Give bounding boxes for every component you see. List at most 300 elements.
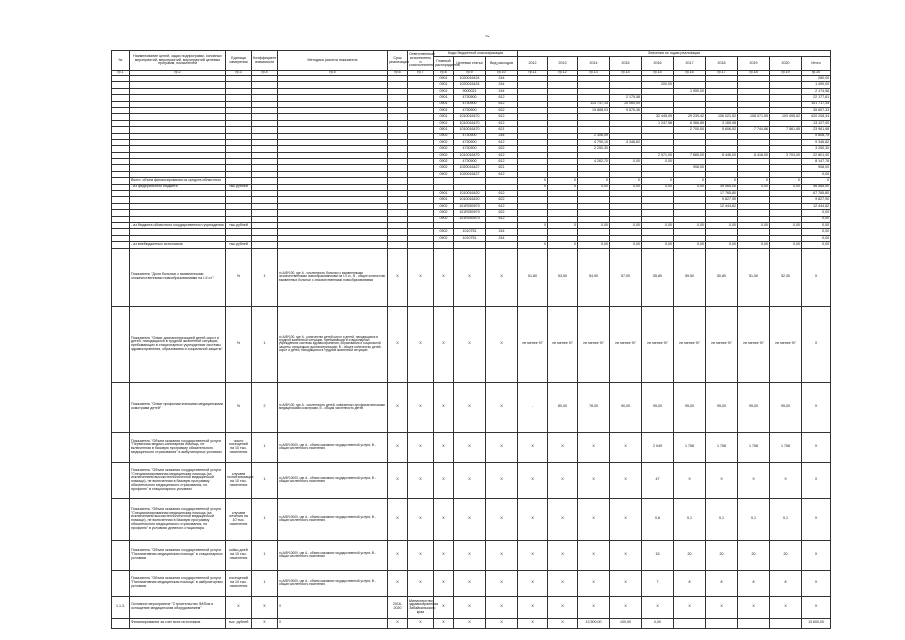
value-cell: 95,00 (770, 382, 802, 432)
kbk-cell: 1010016470 (454, 127, 486, 133)
coef-cell: 1 (252, 462, 278, 498)
value-cell: 280,00 (802, 76, 831, 82)
value-cell: X (518, 570, 548, 596)
value-cell: 0,00 (610, 222, 642, 228)
kbk-cell: 101R050970 (454, 210, 486, 216)
value-cell: X (610, 596, 642, 618)
row-number (112, 498, 130, 540)
value-cell: X (610, 498, 642, 540)
kbk-cell: X (454, 540, 486, 570)
kbk-cell: X (454, 498, 486, 540)
deadline-cell: X (388, 306, 408, 382)
value-cell: 114 737,15 (578, 101, 610, 107)
value-cell: 1 758 (674, 432, 706, 462)
kbk-cell: 0901 (434, 76, 454, 82)
value-cell: 67 765,80 (802, 191, 831, 197)
kbk-cell: X (486, 618, 518, 628)
row-number (112, 540, 130, 570)
coef-cell: 2 (252, 382, 278, 432)
kbk-cell: 622 (486, 210, 518, 216)
deadline-cell: X (388, 382, 408, 432)
kbk-cell: 9000021 (454, 88, 486, 94)
kbk-cell: X (434, 432, 454, 462)
kbk-cell: 612 (486, 139, 518, 145)
kbk-cell: 0901 (434, 107, 454, 113)
kbk-cell: 1010016470 (454, 152, 486, 158)
row-number (112, 306, 130, 382)
value-cell: X (548, 498, 578, 540)
coef-cell: X (252, 618, 278, 628)
unit-cell: % (226, 306, 252, 382)
column-number: гр.7 (408, 71, 434, 76)
value-cell: 7 561,95 (770, 127, 802, 133)
column-number: гр.20 (802, 71, 831, 76)
column-number: гр.13 (578, 71, 610, 76)
value-cell: 2 250,30 (578, 146, 610, 152)
value-cell: - (518, 382, 548, 432)
kbk-cell: X (454, 248, 486, 306)
value-cell: 0,00 (642, 159, 674, 165)
value-cell: 0 (578, 178, 610, 184)
kbk-cell: 0902 (434, 146, 454, 152)
value-cell: X (610, 570, 642, 596)
program-table (111, 50, 831, 629)
deadline-cell: X (388, 462, 408, 498)
name-header: Наименование целей, задач подпрограмм, основных мероприятий, мероприятий, мероприятий целевых программ, показателей (130, 51, 226, 71)
value-cell: 7 (642, 570, 674, 596)
indicator-name: Показатель "Объем оказания государственной услуги "Специализированная медицинская помощь (за исключением высокотехнологичной медицинской помощи), не включенная в базовую программу обязательного медицинского страхования, по профилю" в стационарных условиях (130, 462, 226, 498)
column-number: гр.17 (706, 71, 738, 76)
indicator-name: Показатель "Доля больных с выявленными злокачественными новообразованиями на I-II ст." (130, 248, 226, 306)
value-cell: 0,00 (642, 222, 674, 228)
value-cell: 0 (548, 242, 578, 248)
indicator-row (112, 462, 831, 498)
row-name: - из внебюджетных источников (130, 242, 226, 248)
indicator-row (112, 570, 831, 596)
kbk-cell: 0902 (434, 159, 454, 165)
value-cell: 9 575,36 (610, 107, 642, 113)
value-cell: 8 (770, 570, 802, 596)
row-number (112, 382, 130, 432)
kbk-cell: 622 (486, 107, 518, 113)
value-cell (738, 618, 770, 628)
value-cell: 0 (548, 178, 578, 184)
kbk-cell: 244 (486, 229, 518, 235)
value-cell: 9 827,90 (706, 197, 738, 203)
kbk-cell: 4730900 (454, 139, 486, 145)
deadline-cell: 2016-2020 (388, 596, 408, 618)
value-cell: не менее 97 (770, 306, 802, 382)
value-cell: X (802, 306, 831, 382)
method-cell: n=A/B*10000, где A - объем оказания государственной услуги; B - общая численность населения (278, 432, 388, 462)
value-cell: X (802, 382, 831, 432)
coef-cell: 1 (252, 540, 278, 570)
program-table-sheet (111, 50, 830, 629)
unit-cell: случаев госпитализации на 10 тыс. населения (226, 462, 252, 498)
kbk-cell: X (434, 570, 454, 596)
kbk-cell: X (434, 618, 454, 628)
value-cell: 100,00 (610, 618, 642, 628)
value-cell: X (518, 432, 548, 462)
value-cell: 12 444,82 (802, 203, 831, 209)
value-cell: X (642, 596, 674, 618)
unit-header: Единица измерения (226, 51, 252, 71)
kbk-cell: 1010016420 (454, 191, 486, 197)
deadline-cell: X (388, 540, 408, 570)
kbk-cell: 622 (486, 197, 518, 203)
value-cell: 8 416,00 (738, 152, 770, 158)
value-cell: X (548, 540, 578, 570)
value-cell: 0,00 (770, 242, 802, 248)
kbk-cell: 101R050970 (454, 203, 486, 209)
row-name: Всего: объем финансирования из средств областного (130, 178, 226, 184)
kbk-col-header: Главный распорядитель (434, 57, 454, 71)
year-header: 2017 (674, 57, 706, 71)
value-cell: 13 127,00 (802, 120, 831, 126)
value-cell: 0 (518, 178, 548, 184)
row-number (112, 432, 130, 462)
value-cell: X (578, 596, 610, 618)
kbk-cell: 612 (486, 216, 518, 222)
unit-cell: тыс.рублей (226, 222, 252, 228)
value-cell: 0 (548, 222, 578, 228)
kbk-cell: 0902 (434, 229, 454, 235)
coef-header: Коэффициент значимости (252, 51, 278, 71)
deadline-cell: X (388, 248, 408, 306)
indicator-row (112, 540, 831, 570)
year-header: 2019 (738, 57, 770, 71)
kbk-cell: X (486, 462, 518, 498)
value-cell: не менее 97 (738, 306, 770, 382)
indicator-name: Показатель "Объем оказания государственной услуги "Паллиативная медицинская помощь" в амбулаторных условиях (130, 570, 226, 596)
value-cell (674, 618, 706, 628)
indicator-row (112, 498, 831, 540)
kbk-cell: 0902 (434, 133, 454, 139)
value-cell: 2 306,59 (578, 133, 610, 139)
year-header: 2020 (770, 57, 802, 71)
value-cell: 9 827,90 (802, 197, 831, 203)
value-cell: 47 (642, 462, 674, 498)
value-cell: 0,00 (610, 242, 642, 248)
page-mark: ~ (485, 32, 490, 41)
value-cell: 0,1 (674, 498, 706, 540)
value-cell: 20 (674, 540, 706, 570)
value-cell: 90,00 (610, 382, 642, 432)
column-number: гр.18 (738, 71, 770, 76)
values-group-header: Значения по годам реализации (518, 51, 831, 57)
column-number: гр.12 (548, 71, 578, 76)
value-cell: 15 888,03 (578, 107, 610, 113)
column-number: гр.19 (770, 71, 802, 76)
kbk-cell: X (434, 306, 454, 382)
kbk-cell: X (486, 248, 518, 306)
value-cell: 0,1 (738, 498, 770, 540)
kbk-cell: 0901 (434, 197, 454, 203)
kbk-cell: 0901 (434, 101, 454, 107)
value-cell: 0 (518, 222, 548, 228)
kbk-cell: 1010016420 (454, 197, 486, 203)
executor-cell: X (408, 248, 434, 306)
kbk-cell: 0901 (434, 127, 454, 133)
kbk-cell: X (486, 382, 518, 432)
value-cell: X (548, 462, 578, 498)
value-cell: 13 600,00 (802, 618, 831, 628)
value-cell: 51,80 (518, 248, 548, 306)
kbk-cell: X (486, 306, 518, 382)
value-cell (770, 618, 802, 628)
kbk-cell: 4730900 (454, 101, 486, 107)
value-cell: 57,00 (610, 248, 642, 306)
kbk-col-header: Вид расходов (486, 57, 518, 71)
value-cell: 7 665,00 (674, 152, 706, 158)
column-number: гр.16 (674, 71, 706, 76)
value-cell: 200,00 (642, 82, 674, 88)
kbk-cell: X (434, 540, 454, 570)
value-cell: 0 (706, 178, 738, 184)
total-header: Итого (802, 57, 831, 71)
method-cell: X (278, 618, 388, 628)
kbk-cell: 244 (486, 76, 518, 82)
value-cell (706, 618, 738, 628)
value-cell: 50,80 (706, 248, 738, 306)
kbk-cell: 0902 (434, 171, 454, 177)
value-cell: 98 065,00 (802, 184, 831, 190)
value-cell: 8 (674, 570, 706, 596)
year-header: 2013 (548, 57, 578, 71)
coef-cell: 1 (252, 432, 278, 462)
value-cell: X (578, 498, 610, 540)
column-number: гр.4 (252, 71, 278, 76)
value-cell: 0,1 (770, 498, 802, 540)
coef-cell: 1 (252, 570, 278, 596)
unit-cell: тыс.рублей (226, 184, 252, 190)
value-cell: X (518, 462, 548, 498)
value-cell: X (578, 570, 610, 596)
value-cell: 4 262,70 (578, 159, 610, 165)
value-cell: 3 250,30 (802, 146, 831, 152)
value-cell: 17 765,80 (706, 191, 738, 197)
deadline-header: Срок реализации (388, 51, 408, 71)
value-cell: 103 495,52 (770, 114, 802, 120)
value-cell: 78,00 (578, 382, 610, 432)
indicator-name: Показатель "Охват профилактическими медицинскими осмотрами детей" (130, 382, 226, 432)
kbk-cell: 4730900 (454, 146, 486, 152)
row-name: - из федерального бюджета (130, 184, 226, 190)
indicator-row (112, 432, 831, 462)
row-number (112, 248, 130, 306)
value-cell: X (770, 596, 802, 618)
value-cell: 54,90 (578, 248, 610, 306)
value-cell: X (578, 540, 610, 570)
value-cell: 0,00 (674, 242, 706, 248)
value-cell: X (548, 618, 578, 628)
executor-cell: X (408, 462, 434, 498)
value-cell: 29 239,42 (674, 114, 706, 120)
kbk-col-header: Целевая статья (454, 57, 486, 71)
kbk-cell: X (434, 498, 454, 540)
kbk-cell: 0901 (434, 120, 454, 126)
executor-cell: X (408, 432, 434, 462)
value-cell: 9 (770, 462, 802, 498)
value-cell: X (802, 540, 831, 570)
kbk-cell: X (486, 498, 518, 540)
value-cell: X (578, 432, 610, 462)
unit-cell: число посещений на 10 тыс. населения (226, 432, 252, 462)
value-cell: 95,00 (738, 382, 770, 432)
coef-cell: X (252, 596, 278, 618)
value-cell: 80,00 (548, 382, 578, 432)
indicator-name: Показатель "Объем оказания государственной услуги "Специализированная медицинская помощь (за исключением высокотехнологичной медицинской помощи), не включенная в базовую программу обязательного медицинского страхования, по профилю" в условиях дневного стационара (130, 498, 226, 540)
indicator-name: Показатель "Объем оказания государственной услуги "Паллиативная медицинская помощь" в стационарных условиях (130, 540, 226, 570)
executor-cell: X (408, 570, 434, 596)
column-number: гр.1 (112, 71, 130, 76)
indicator-row (112, 382, 831, 432)
row-number (112, 462, 130, 498)
deadline-cell: X (388, 570, 408, 596)
value-cell: не менее 97 (610, 306, 642, 382)
kbk-cell: X (486, 596, 518, 618)
value-cell: X (738, 596, 770, 618)
kbk-cell: 1020016427 (454, 165, 486, 171)
kbk-cell: 4730900 (454, 95, 486, 101)
kbk-cell: 244 (486, 82, 518, 88)
value-cell: 8 366,89 (674, 120, 706, 126)
value-cell: 0 (642, 178, 674, 184)
value-cell: 8 147,78 (802, 159, 831, 165)
value-cell: 0,00 (802, 171, 831, 177)
value-cell: 0 (802, 178, 831, 184)
kbk-cell: 0902 (434, 210, 454, 216)
value-cell: 8 (706, 570, 738, 596)
kbk-cell: X (434, 596, 454, 618)
column-number: гр.8 (434, 71, 454, 76)
value-cell: 0,00 (802, 222, 831, 228)
value-cell: 0 (518, 184, 548, 190)
value-cell: 0,00 (610, 184, 642, 190)
value-cell: 0 (518, 242, 548, 248)
value-cell: 0,00 (674, 222, 706, 228)
value-cell: 108 071,55 (738, 114, 770, 120)
indicator-name: Показатель "Охват диспансеризацией детей-сирот и детей, находящихся в трудной жизненной ситуации, пребывающих в стационарных учреждениях системы здравоохранения, образования и социальной защиты" (130, 306, 226, 382)
value-cell: 9 346,82 (802, 139, 831, 145)
deadline-cell: X (388, 432, 408, 462)
value-cell: 1 950,00 (674, 88, 706, 94)
value-cell: не менее 97 (518, 306, 548, 382)
value-cell: 0,00 (706, 222, 738, 228)
value-cell: 15 (642, 540, 674, 570)
value-cell: 0,00 (738, 222, 770, 228)
value-cell: X (518, 618, 548, 628)
value-cell: 0,00 (802, 229, 831, 235)
value-cell: 20 (738, 540, 770, 570)
column-number: гр.11 (518, 71, 548, 76)
unit-cell: тыс. рублей (226, 618, 252, 628)
value-cell: 1 247,58 (642, 120, 674, 126)
value-cell: 101 717,34 (802, 101, 831, 107)
row-name: - из бюджета областного государственного учреждения (130, 222, 226, 228)
year-header: 2018 (706, 57, 738, 71)
kbk-cell: 612 (486, 203, 518, 209)
kbk-cell: 612 (486, 114, 518, 120)
value-cell: 908,00 (802, 165, 831, 171)
value-cell: 35 807,33 (802, 107, 831, 113)
value-cell: 0,00 (802, 210, 831, 216)
value-cell: 23 961,98 (802, 127, 831, 133)
value-cell: 13 500,00 (578, 618, 610, 628)
value-cell: 39 065,00 (706, 184, 738, 190)
value-cell: 4 346,82 (610, 139, 642, 145)
unit-cell: случаев лечения на 10 тыс. населения (226, 498, 252, 540)
kbk-cell: 612 (486, 159, 518, 165)
kbk-cell: X (454, 462, 486, 498)
indicator-name: Основное мероприятие "Строительство ФАПов и оснащение медицинским оборудованием" (130, 596, 226, 618)
column-number: гр.6 (388, 71, 408, 76)
kbk-cell: X (454, 432, 486, 462)
kbk-cell: 244 (486, 235, 518, 241)
value-cell: X (706, 596, 738, 618)
value-cell: не менее 97 (674, 306, 706, 382)
value-cell: 0,00 (802, 216, 831, 222)
value-cell: 0,00 (738, 242, 770, 248)
value-cell: 22 177,81 (802, 95, 831, 101)
year-header: 2016 (642, 57, 674, 71)
value-cell: X (548, 432, 578, 462)
value-cell: 420 208,34 (802, 114, 831, 120)
value-cell: 53,50 (548, 248, 578, 306)
value-cell: 1 490,00 (802, 82, 831, 88)
value-cell: 5 808,79 (802, 133, 831, 139)
value-cell: 0 (610, 178, 642, 184)
method-cell: n=A/B*100, где A - количество детей-сирот и детей, находящихся в трудной жизненной ситуации, пребывающих в стационарных учреждениях системы здравоохранения, образования и социальной защиты, прошедших диспансеризацию; B - общее количество детей-сирот и детей, находящихся в трудной жизненной ситуации (278, 306, 388, 382)
unit-cell: тыс.рублей (226, 242, 252, 248)
value-cell: 0,00 (770, 222, 802, 228)
kbk-cell: 612 (486, 120, 518, 126)
value-cell: 106 021,52 (706, 114, 738, 120)
row-number (112, 618, 130, 628)
kbk-cell: X (454, 382, 486, 432)
value-cell: 95,00 (642, 382, 674, 432)
value-cell: 0,00 (578, 222, 610, 228)
value-cell: 0,00 (802, 242, 831, 248)
value-cell: 0,00 (642, 184, 674, 190)
indicator-name: Финансирование за счет всех источников (130, 618, 226, 628)
indicator-row (112, 306, 831, 382)
value-cell: 0 (770, 178, 802, 184)
kbk-cell: 1020016424 (454, 82, 486, 88)
value-cell: 0,00 (770, 184, 802, 190)
kbk-cell: 0901 (434, 114, 454, 120)
kbk-cell: 1010016470 (454, 114, 486, 120)
value-cell: 5 606,92 (706, 127, 738, 133)
executor-cell: X (408, 498, 434, 540)
kbk-cell: 1010751 (454, 235, 486, 241)
kbk-cell: X (454, 570, 486, 596)
kbk-cell: X (434, 462, 454, 498)
column-number: гр.2 (130, 71, 226, 76)
kbk-cell: 612 (486, 101, 518, 107)
value-cell: 12 444,82 (706, 203, 738, 209)
value-cell: 95,00 (706, 382, 738, 432)
method-cell: n=A/B*10000, где A - объем оказания государственной услуги; B - общая численность населения (278, 498, 388, 540)
value-cell: 0,1 (706, 498, 738, 540)
value-cell: 1 758 (738, 432, 770, 462)
value-cell: 8 446,00 (706, 152, 738, 158)
value-cell: 0,00 (578, 242, 610, 248)
kbk-cell: 612 (486, 191, 518, 197)
unit-cell: посещений на 10 тыс. населения (226, 570, 252, 596)
value-cell: 9 (674, 462, 706, 498)
indicator-name: Показатель "Объем оказания государственной услуги "Первичная медико-санитарная помощь, не включенная в базовую программу обязательного медицинского страхования" в амбулаторных условиях (130, 432, 226, 462)
